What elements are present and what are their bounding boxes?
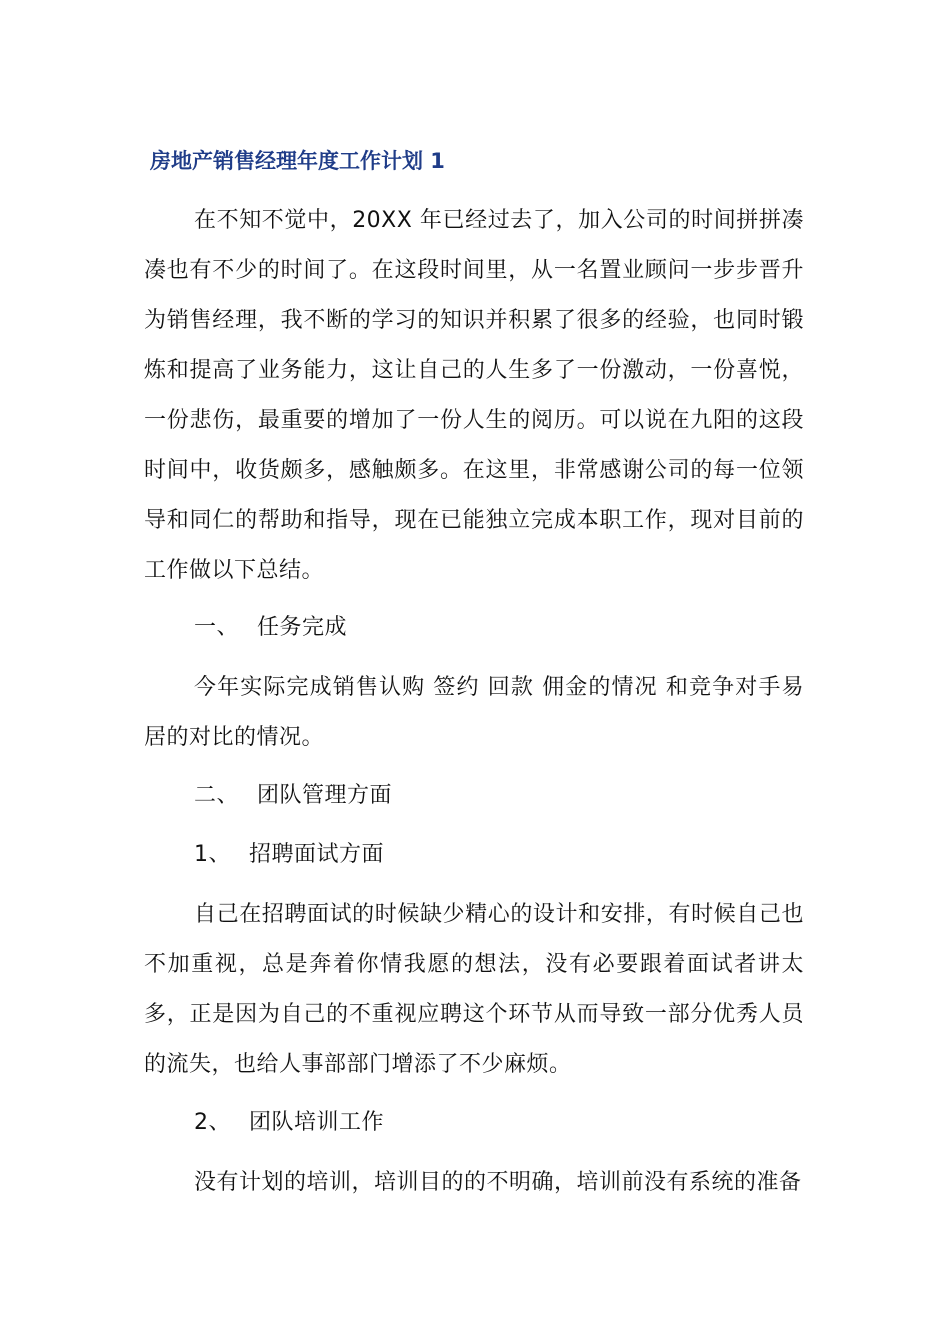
subsection-title: 招聘面试方面 — [249, 842, 385, 867]
section-title: 任务完成 — [257, 615, 348, 640]
task-completion-paragraph: 今年实际完成销售认购 签约 回款 佣金的情况 和竞争对手易居的对比的情况。 — [144, 675, 804, 750]
section-heading-team-management — [194, 771, 392, 821]
section-number: 二、 — [194, 783, 240, 808]
subsection-title: 团队培训工作 — [249, 1110, 385, 1135]
recruitment-paragraph: 自己在招聘面试的时候缺少精心的设计和安排，有时候自己也不加重视，总是奔着你情我愿的想法，没有必要跟着面试者讲太多，正是因为自己的不重视应聘这个环节从而导致一部分优秀人员的流失，也给人事部部门增添了不少麻烦。 — [144, 902, 804, 1077]
subsection-number: 2、 — [194, 1110, 231, 1135]
document-title: 房地产销售经理年度工作计划 1 — [150, 149, 445, 173]
section-number: 一、 — [194, 615, 240, 640]
subsection-heading-recruitment — [194, 830, 384, 880]
section-title: 团队管理方面 — [257, 783, 393, 808]
subsection-number: 1、 — [194, 842, 231, 867]
intro-paragraph: 在不知不觉中，20XX 年已经过去了，加入公司的时间拼拼凑凑也有不少的时间了。在这段时间里，从一名置业顾问一步步晋升为销售经理，我不断的学习的知识并积累了很多的经验，也同时锻炼和提高了业务能力，这让自己的人生多了一份激动，一份喜悦，一份悲伤，最重要的增加了一份人生的阅历。可以说在九阳的这段时间中，收货颇多，感触颇多。在这里，非常感谢公司的每一位领导和同仁的帮助和指导，现在已能独立完成本职工作，现对目前的工作做以下总结。 — [144, 208, 804, 583]
training-paragraph: 没有计划的培训，培训目的的不明确，培训前没有系统的准备 — [194, 1170, 802, 1195]
section-heading-task-completion — [194, 603, 347, 653]
subsection-heading-training — [194, 1098, 384, 1148]
